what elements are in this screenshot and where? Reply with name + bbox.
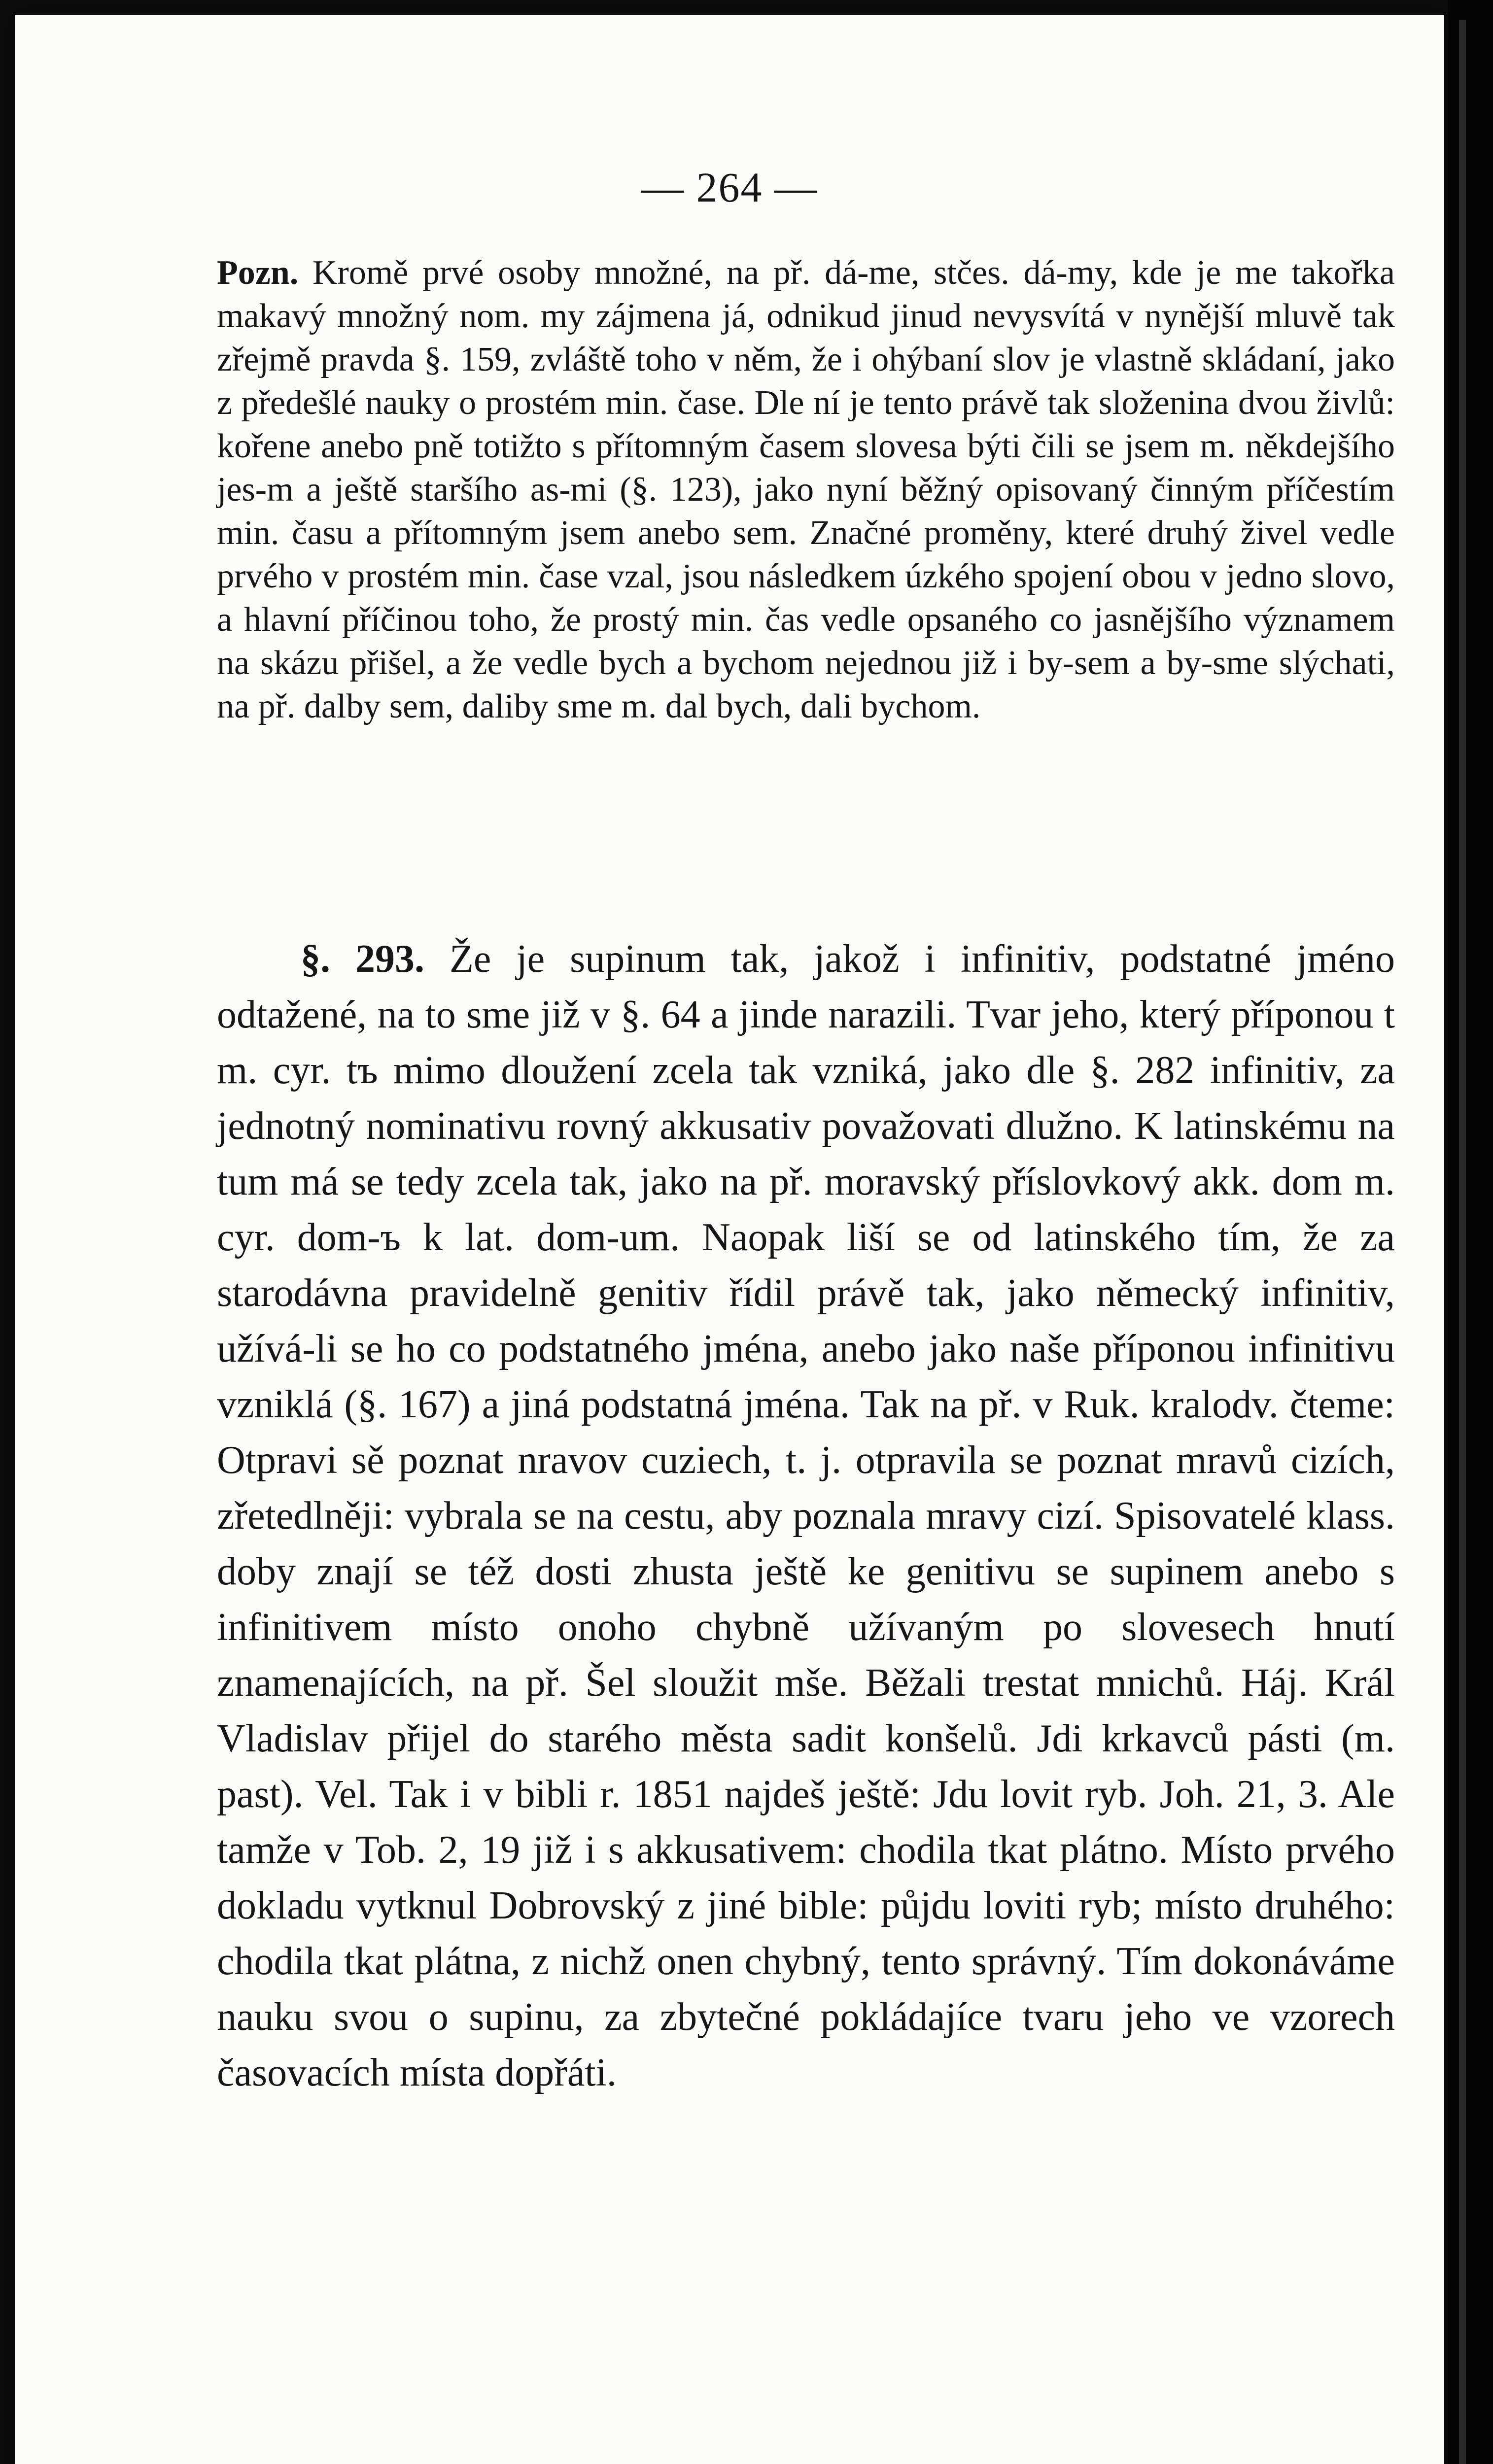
footnote-text: Kromě prvé osoby množné, na př. dá-me, stčes. dá-my, kde je me takořka makavý množný nom. my zájmena já, odnikud jinud nevysvítá v nynější mluvě tak zřejmě pravda §. 159, zvláště toho v něm, že i ohýbaní slov je vlastně skládaní, jako z předešlé nauky o prostém min. čase. Dle ní je tento právě tak složenina dvou živlů: kořene anebo pně totižto s přítomným časem slovesa býti čili se jsem m. někdejšího jes-m a ještě staršího as-mi (§. 123), jako nyní běžný opisovaný činným příčestím min. času a přítomným jsem anebo sem. Značné proměny, které druhý živel vedle prvého v prostém min. čase vzal, jsou následkem úzkého spojení obou v jedno slovo, a hlavní příčinou toho, že prostý min. čas vedle opsaného co jasnějšího významem na skázu přišel, a že vedle bych a bychom nejednou již i by-sem a by-sme slýchati, na př. dalby sem, daliby sme m. dal bych, dali bychom. — [217, 254, 1395, 725]
book-gutter-edge — [1459, 20, 1466, 2464]
footnote-label: Pozn. — [217, 254, 299, 292]
main-text-block — [217, 931, 1395, 2101]
page-number: — 264 — — [641, 164, 818, 211]
book-spine-shadow — [1448, 0, 1493, 2464]
section-paragraph — [217, 931, 1395, 2101]
section-label: §. 293. — [301, 937, 424, 981]
footnote-block — [217, 251, 1395, 728]
book-page — [15, 15, 1444, 2464]
footnote-paragraph — [217, 251, 1395, 728]
section-text: Že je supinum tak, jakož i infinitiv, podstatné jméno odtažené, na to sme již v §. 64 a jinde narazili. Tvar jeho, který příponou t m. cyr. tъ mimo dloužení zcela tak vzniká, jako dle §. 282 infinitiv, za jednotný nominativu rovný akkusativ považovati dlužno. K latinskému na tum má se tedy zcela tak, jako na př. moravský příslovkový akk. dom m. cyr. dom-ъ k lat. dom-um. Naopak liší se od latinského tím, že za starodávna pravidelně genitiv řídil právě tak, jako německý infinitiv, užívá-li se ho co podstatného jména, anebo jako naše příponou infinitivu vzniklá (§. 167) a jiná podstatná jména. Tak na př. v Ruk. kralodv. čteme: Otpravi sě poznat nravov cuziech, t. j. otpravila se poznat mravů cizích, zřetedlněji: vybrala se na cestu, aby poznala mravy cizí. Spisovatelé klass. doby znají se též dosti zhusta ještě ke genitivu se supinem anebo s infinitivem místo onoho chybně užívaným po slovesech hnutí znamenajících, na př. Šel sloužit mše. Běžali trestat mnichů. Háj. Král Vladislav přijel do starého města sadit konšelů. Jdi krkavců pásti (m. past). Vel. Tak i v bibli r. 1851 najdeš ještě: Jdu lovit ryb. Joh. 21, 3. Ale tamže v Tob. 2, 19 již i s akkusativem: chodila tkat plátno. Místo prvého dokladu vytknul Dobrovský z jiné bible: půjdu loviti ryb; místo druhého: chodila tkat plátna, z nichž onen chybný, tento správný. Tím dokonáváme nauku svou o supinu, za zbytečné pokládajíce tvaru jeho ve vzorech časovacích místa dopřáti. — [217, 937, 1395, 2094]
